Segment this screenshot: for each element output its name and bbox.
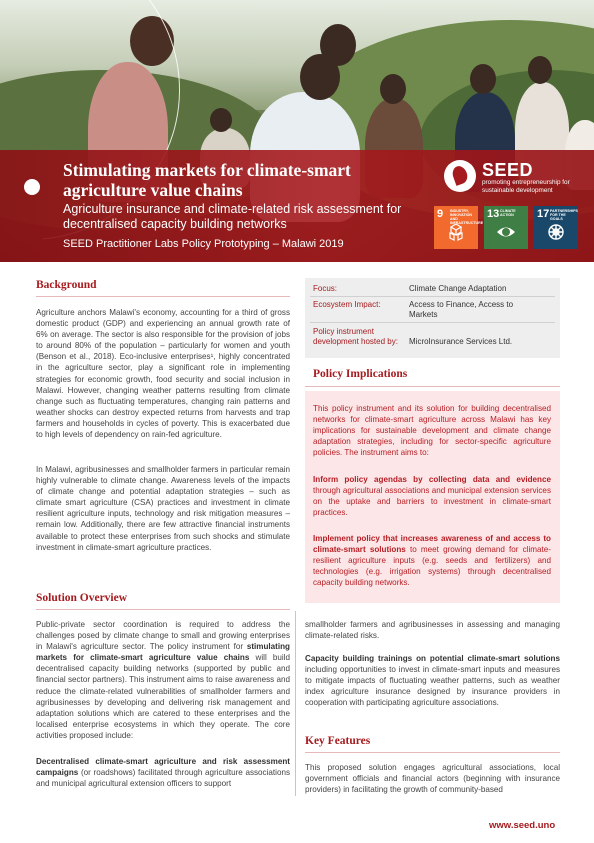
solution-paragraph-1 — [36, 619, 290, 741]
person-figure — [380, 74, 406, 104]
brand-tagline: promoting entrepreneurship for sustainable development — [482, 179, 570, 194]
sdg-label: INDUSTRY, INNOVATION AND INFRASTRUCTURE — [450, 209, 484, 225]
section-heading-features: Key Features — [305, 735, 371, 747]
divider — [305, 386, 560, 387]
focus-value: Climate Change Adaptation — [409, 284, 507, 293]
divider — [305, 752, 560, 753]
text-run: through agricultural associations and municipal extension services on the uptake and barriers to investment in climate-smart practices. — [313, 486, 551, 518]
text-run: to meet growing demand for climate-resilient agriculture inputs (e.g. seeds and fertilizers) and technologies (e.g. irrigation systems) through decentralised capacity building networks. — [313, 545, 552, 588]
seed-logo-icon — [444, 160, 476, 192]
text-run-bold: Inform policy agendas by collecting data and evidence — [313, 475, 551, 484]
features-paragraph-1: This proposed solution engages agricultural associations, local government officials and financial actors (beginning with insurance providers) in facilitating the growth of community-based — [305, 763, 560, 795]
decorative-dot — [24, 179, 40, 195]
solution-right-paragraph-1: smallholder farmers and agribusinesses in assessing and managing climate-related risks. — [305, 620, 560, 641]
focus-label: Focus: — [313, 284, 338, 293]
host-value: MicroInsurance Services Ltd. — [409, 337, 513, 346]
sdg-label: PARTNERSHIPS FOR THE GOALS — [550, 209, 578, 221]
sdg-badge-13 — [484, 206, 528, 249]
policy-paragraph-1: This policy instrument and its solution for building decentralised networks for climate-smart agriculture across Malawi has key implications for sustainable development and climate change adaptation strategies, including for sector-specific agriculture policies. The instrument aims to: — [313, 404, 551, 458]
programme-label: SEED Practitioner Labs Policy Prototyping – Malawi 2019 — [63, 238, 344, 250]
policy-paragraph-3 — [313, 533, 551, 588]
sdg-badge-17 — [534, 206, 578, 249]
sdg-number: 13 — [487, 208, 500, 220]
sdg-number: 17 — [537, 208, 550, 220]
text-run-bold: Decentralised climate-smart agriculture and risk assessment campaigns — [36, 757, 290, 778]
eye-globe-icon — [496, 222, 516, 242]
text-run-bold: Implement policy that increases awareness of and access to climate-smart solutions — [313, 534, 551, 555]
page-title: Stimulating markets for climate-smart agriculture value chains — [63, 160, 351, 200]
text-run: including opportunities to invest in climate-smart inputs and measures to mitigate impacts of fluctuating weather patterns, such as weather index agriculture insurance designed by insurance providers in cooperation with participating agriculture associations. — [305, 665, 560, 708]
text-run-bold: Capacity building trainings on potential climate-smart solutions — [305, 654, 560, 663]
divider — [36, 296, 290, 297]
divider — [36, 609, 290, 610]
sdg-label: CLIMATE ACTION — [500, 209, 516, 217]
footer-link[interactable]: www.seed.uno — [489, 820, 556, 831]
solution-paragraph-2 — [36, 756, 290, 789]
policy-paragraph-2 — [313, 474, 551, 518]
impact-value: Access to Finance, Access to Markets — [409, 300, 514, 319]
section-heading-background: Background — [36, 279, 97, 291]
person-figure — [528, 56, 552, 84]
text-run: (or roadshows) facilitated through agriculture associations and municipal agricultural extension officers to support — [36, 768, 290, 789]
background-paragraph-2: In Malawi, agribusinesses and smallholder farmers in particular remain highly vulnerable to climate change. Awareness levels of the impacts of climate change and potential adaptation strategies – such as climate smart agriculture (CSA) practices and investment in climate resilient agriculture inputs, technology and risk mitigation measures – remain low. Additionally, there are few attractive financial instruments available to protect these enterprises from such shocks and stimulate investment in climate-smart agriculture practices. — [36, 465, 290, 552]
brand-name: SEED — [482, 160, 534, 180]
divider — [310, 322, 555, 323]
person-figure — [210, 108, 232, 132]
host-label: Policy instrument development hosted by: — [313, 327, 398, 346]
cubes-icon — [446, 222, 466, 242]
text-run-bold: stimulating markets for climate-smart agriculture value chains — [36, 642, 290, 663]
person-figure — [320, 24, 356, 66]
section-heading-solution: Solution Overview — [36, 592, 128, 604]
section-heading-policy: Policy Implications — [313, 368, 408, 380]
page-subtitle: Agriculture insurance and climate-related risk assessment for decentralised capacity building networks — [63, 202, 402, 231]
divider — [310, 296, 555, 297]
flower-rings-icon — [546, 222, 566, 242]
person-figure — [470, 64, 496, 94]
text-run: will build decentralised capacity building networks (supported by public and financial sector partners). This instrument aims to raise awareness and reduce the climate-related vulnerabilities of smallholder farmers and agribusinesses by developing and delivering risk management and adaptation solutions which are catered to these enterprises and the localised enterprise ecosystems in which they operate. The core activities proposed include: — [36, 653, 290, 740]
solution-right-paragraph-2 — [305, 653, 560, 708]
sdg-number: 9 — [437, 208, 444, 220]
sdg-badge-9 — [434, 206, 484, 249]
impact-label: Ecosystem Impact: — [313, 300, 381, 309]
background-paragraph-1: Agriculture anchors Malawi's economy, accounting for a third of gross domestic product (GDP) and experiencing an annual growth rate of 6% on average. The sector is also responsible for the provision of jobs to around 80% of the population – particularly for women and youth (Benson et al., 2018). Eco-inclusive enterprises¹, highly concentrated in the agriculture sector, play a significant role in implementing strategies for economic growth, food security and social inclusion in Malawi. However, changing weather patterns resulting from climate change such as fluctuating temperatures, changing rain patterns and weather shocks can destroy expected returns from harvests and trap farmers and households in cycles of poverty. This is exacerbated due to high levels of dependency on rain-fed agriculture. — [36, 308, 290, 440]
text-run: Public-private sector coordination is required to address the challenges posed by climate change to small and growing enterprises in Malawi's agriculture sector. The policy instrument for — [36, 620, 290, 652]
column-divider — [295, 611, 296, 796]
